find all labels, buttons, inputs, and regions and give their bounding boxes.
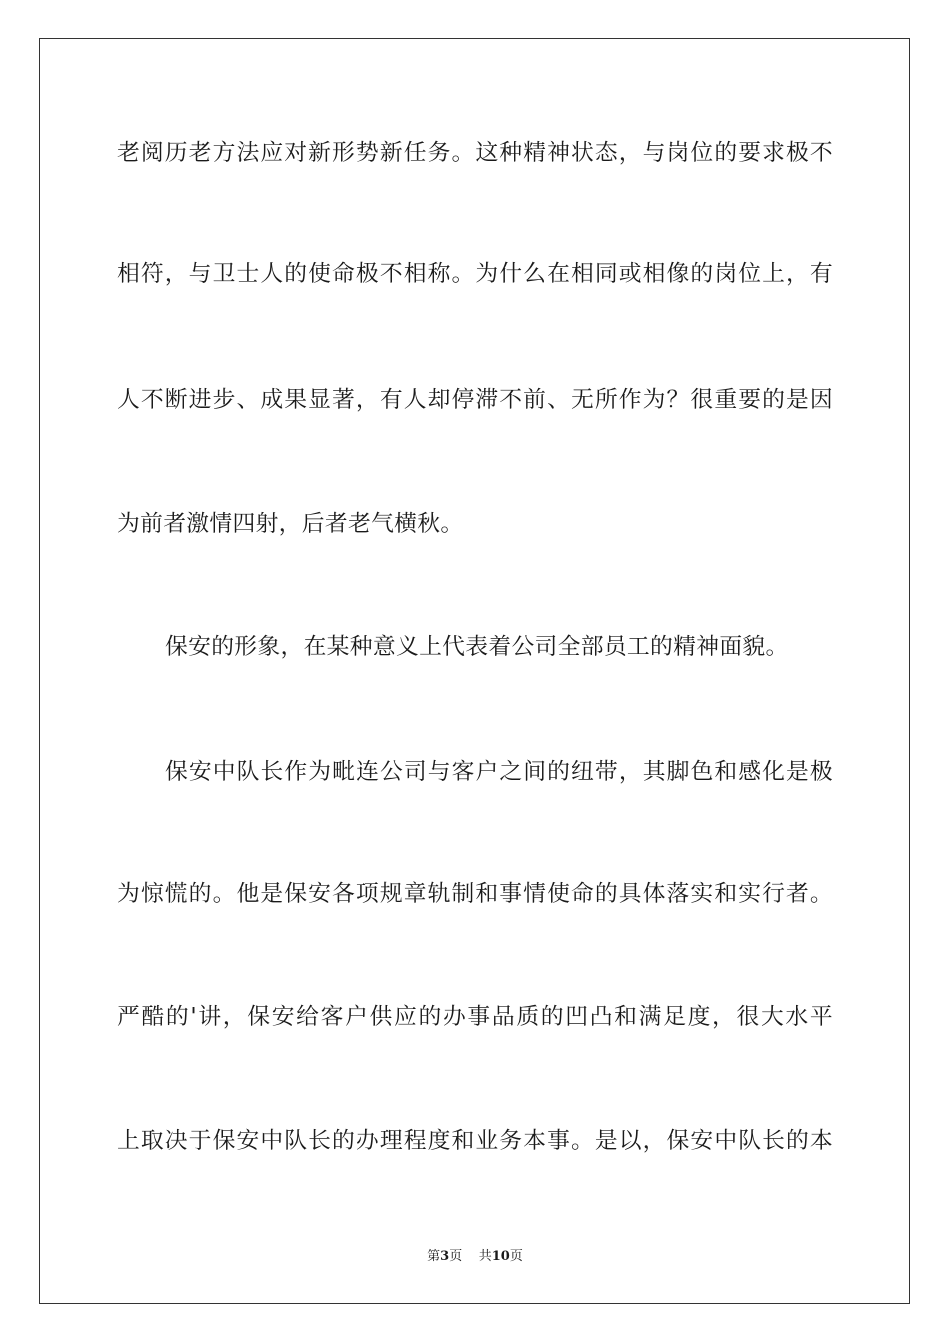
text-line-1: 老阅历老方法应对新形势新任务。这种精神状态，与岗位的要求极不 xyxy=(117,140,833,166)
page-border xyxy=(39,38,910,1304)
page-footer xyxy=(0,1245,950,1264)
text-line-6: 保安中队长作为毗连公司与客户之间的纽带，其脚色和感化是极 xyxy=(165,759,833,785)
text-line-2: 相符，与卫士人的使命极不相称。为什么在相同或相像的岗位上，有 xyxy=(117,261,833,287)
text-line-9: 上取决于保安中队长的办理程度和业务本事。是以，保安中队长的本 xyxy=(117,1128,833,1154)
text-line-7: 为惊慌的。他是保安各项规章轨制和事情使命的具体落实和实行者。 xyxy=(117,881,833,907)
total-prefix: 共 xyxy=(478,1249,492,1264)
text-line-8: 严酷的'讲，保安给客户供应的办事品质的凹凸和满足度，很大水平 xyxy=(117,1004,833,1030)
text-line-4: 为前者激情四射，后者老气横秋。 xyxy=(117,511,464,537)
page-prefix: 第 xyxy=(427,1249,441,1264)
page-total: 10 xyxy=(491,1249,510,1264)
total-suffix: 页 xyxy=(509,1249,523,1264)
page-current: 3 xyxy=(440,1249,450,1264)
page-suffix: 页 xyxy=(449,1249,463,1264)
text-line-5: 保安的形象，在某种意义上代表着公司全部员工的精神面貌。 xyxy=(165,634,789,660)
text-line-3: 人不断进步、成果显著，有人却停滞不前、无所作为？很重要的是因 xyxy=(117,387,833,413)
